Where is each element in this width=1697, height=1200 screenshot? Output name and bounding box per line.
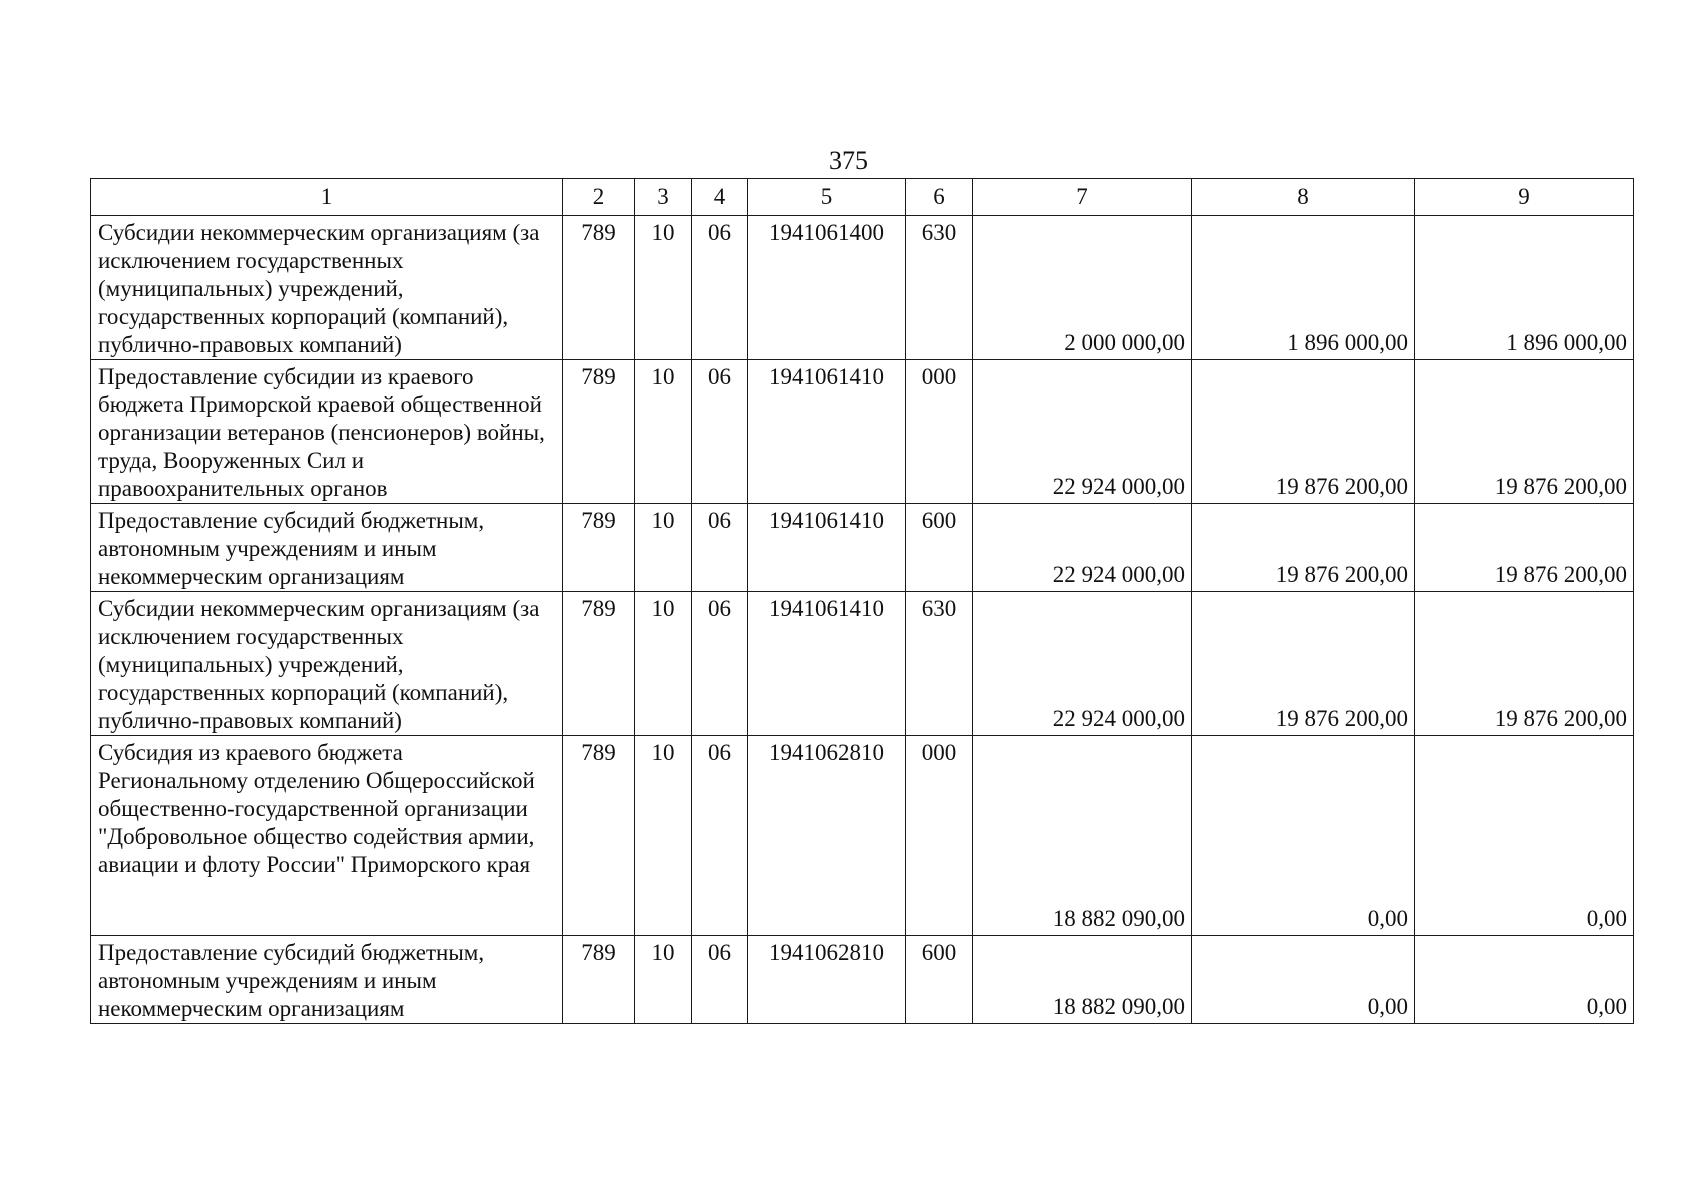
budget-table	[90, 178, 1634, 1024]
row-code-4: 06	[692, 936, 748, 1024]
row-amount-9: 0,00	[1415, 736, 1634, 936]
row-code-5: 1941062810	[748, 936, 906, 1024]
row-name: Субсидии некоммерческим организациям (за исключением государственных (муниципальных) учреждений, государственных корпораций (компаний), публично-правовых компаний)	[91, 592, 563, 736]
header-col-8: 8	[1192, 179, 1415, 216]
header-col-7: 7	[973, 179, 1192, 216]
row-code-4: 06	[692, 504, 748, 592]
row-code-3: 10	[635, 216, 692, 360]
row-amount-8: 0,00	[1192, 736, 1415, 936]
row-amount-7: 18 882 090,00	[973, 936, 1192, 1024]
row-code-3: 10	[635, 736, 692, 936]
header-col-1: 1	[91, 179, 563, 216]
row-amount-7: 22 924 000,00	[973, 504, 1192, 592]
row-amount-8: 0,00	[1192, 936, 1415, 1024]
row-amount-8: 19 876 200,00	[1192, 592, 1415, 736]
table-row	[91, 936, 1634, 1024]
row-name: Субсидия из краевого бюджета Региональному отделению Общероссийской общественно-государственной организации "Добровольное общество содействия армии, авиации и флоту России" Приморского края	[91, 736, 563, 936]
row-code-6: 000	[906, 736, 973, 936]
header-col-3: 3	[635, 179, 692, 216]
row-name: Предоставление субсидий бюджетным, автономным учреждениям и иным некоммерческим организациям	[91, 504, 563, 592]
header-col-4: 4	[692, 179, 748, 216]
row-amount-9: 19 876 200,00	[1415, 504, 1634, 592]
page-number: 375	[829, 146, 868, 175]
row-code-4: 06	[692, 216, 748, 360]
table-row	[91, 736, 1634, 936]
row-code-3: 10	[635, 360, 692, 504]
row-amount-9: 0,00	[1415, 936, 1634, 1024]
header-col-5: 5	[748, 179, 906, 216]
row-code-3: 10	[635, 504, 692, 592]
row-code-5: 1941061410	[748, 592, 906, 736]
row-code-2: 789	[563, 504, 635, 592]
row-code-4: 06	[692, 360, 748, 504]
row-code-2: 789	[563, 592, 635, 736]
row-code-2: 789	[563, 736, 635, 936]
row-amount-9: 19 876 200,00	[1415, 360, 1634, 504]
row-code-3: 10	[635, 592, 692, 736]
row-code-5: 1941061410	[748, 360, 906, 504]
row-amount-7: 18 882 090,00	[973, 736, 1192, 936]
header-col-9: 9	[1415, 179, 1634, 216]
row-name: Предоставление субсидий бюджетным, автономным учреждениям и иным некоммерческим организациям	[91, 936, 563, 1024]
row-code-3: 10	[635, 936, 692, 1024]
row-code-6: 630	[906, 216, 973, 360]
header-col-6: 6	[906, 179, 973, 216]
row-amount-8: 1 896 000,00	[1192, 216, 1415, 360]
row-code-6: 630	[906, 592, 973, 736]
table-row	[91, 504, 1634, 592]
row-name: Предоставление субсидии из краевого бюджета Приморской краевой общественной организации ветеранов (пенсионеров) войны, труда, Вооруженных Сил и правоохранительных органов	[91, 360, 563, 504]
row-code-6: 600	[906, 504, 973, 592]
row-code-5: 1941061410	[748, 504, 906, 592]
row-amount-8: 19 876 200,00	[1192, 360, 1415, 504]
row-amount-9: 19 876 200,00	[1415, 592, 1634, 736]
table-row	[91, 592, 1634, 736]
table-row	[91, 360, 1634, 504]
row-amount-9: 1 896 000,00	[1415, 216, 1634, 360]
row-code-4: 06	[692, 736, 748, 936]
row-code-2: 789	[563, 216, 635, 360]
row-amount-7: 22 924 000,00	[973, 592, 1192, 736]
header-col-2: 2	[563, 179, 635, 216]
row-code-2: 789	[563, 360, 635, 504]
row-amount-8: 19 876 200,00	[1192, 504, 1415, 592]
row-code-2: 789	[563, 936, 635, 1024]
row-code-6: 000	[906, 360, 973, 504]
row-amount-7: 2 000 000,00	[973, 216, 1192, 360]
row-code-5: 1941062810	[748, 736, 906, 936]
table-row	[91, 216, 1634, 360]
row-code-5: 1941061400	[748, 216, 906, 360]
header-row	[91, 179, 1634, 216]
row-code-4: 06	[692, 592, 748, 736]
row-name: Субсидии некоммерческим организациям (за исключением государственных (муниципальных) учреждений, государственных корпораций (компаний), публично-правовых компаний)	[91, 216, 563, 360]
row-code-6: 600	[906, 936, 973, 1024]
row-amount-7: 22 924 000,00	[973, 360, 1192, 504]
